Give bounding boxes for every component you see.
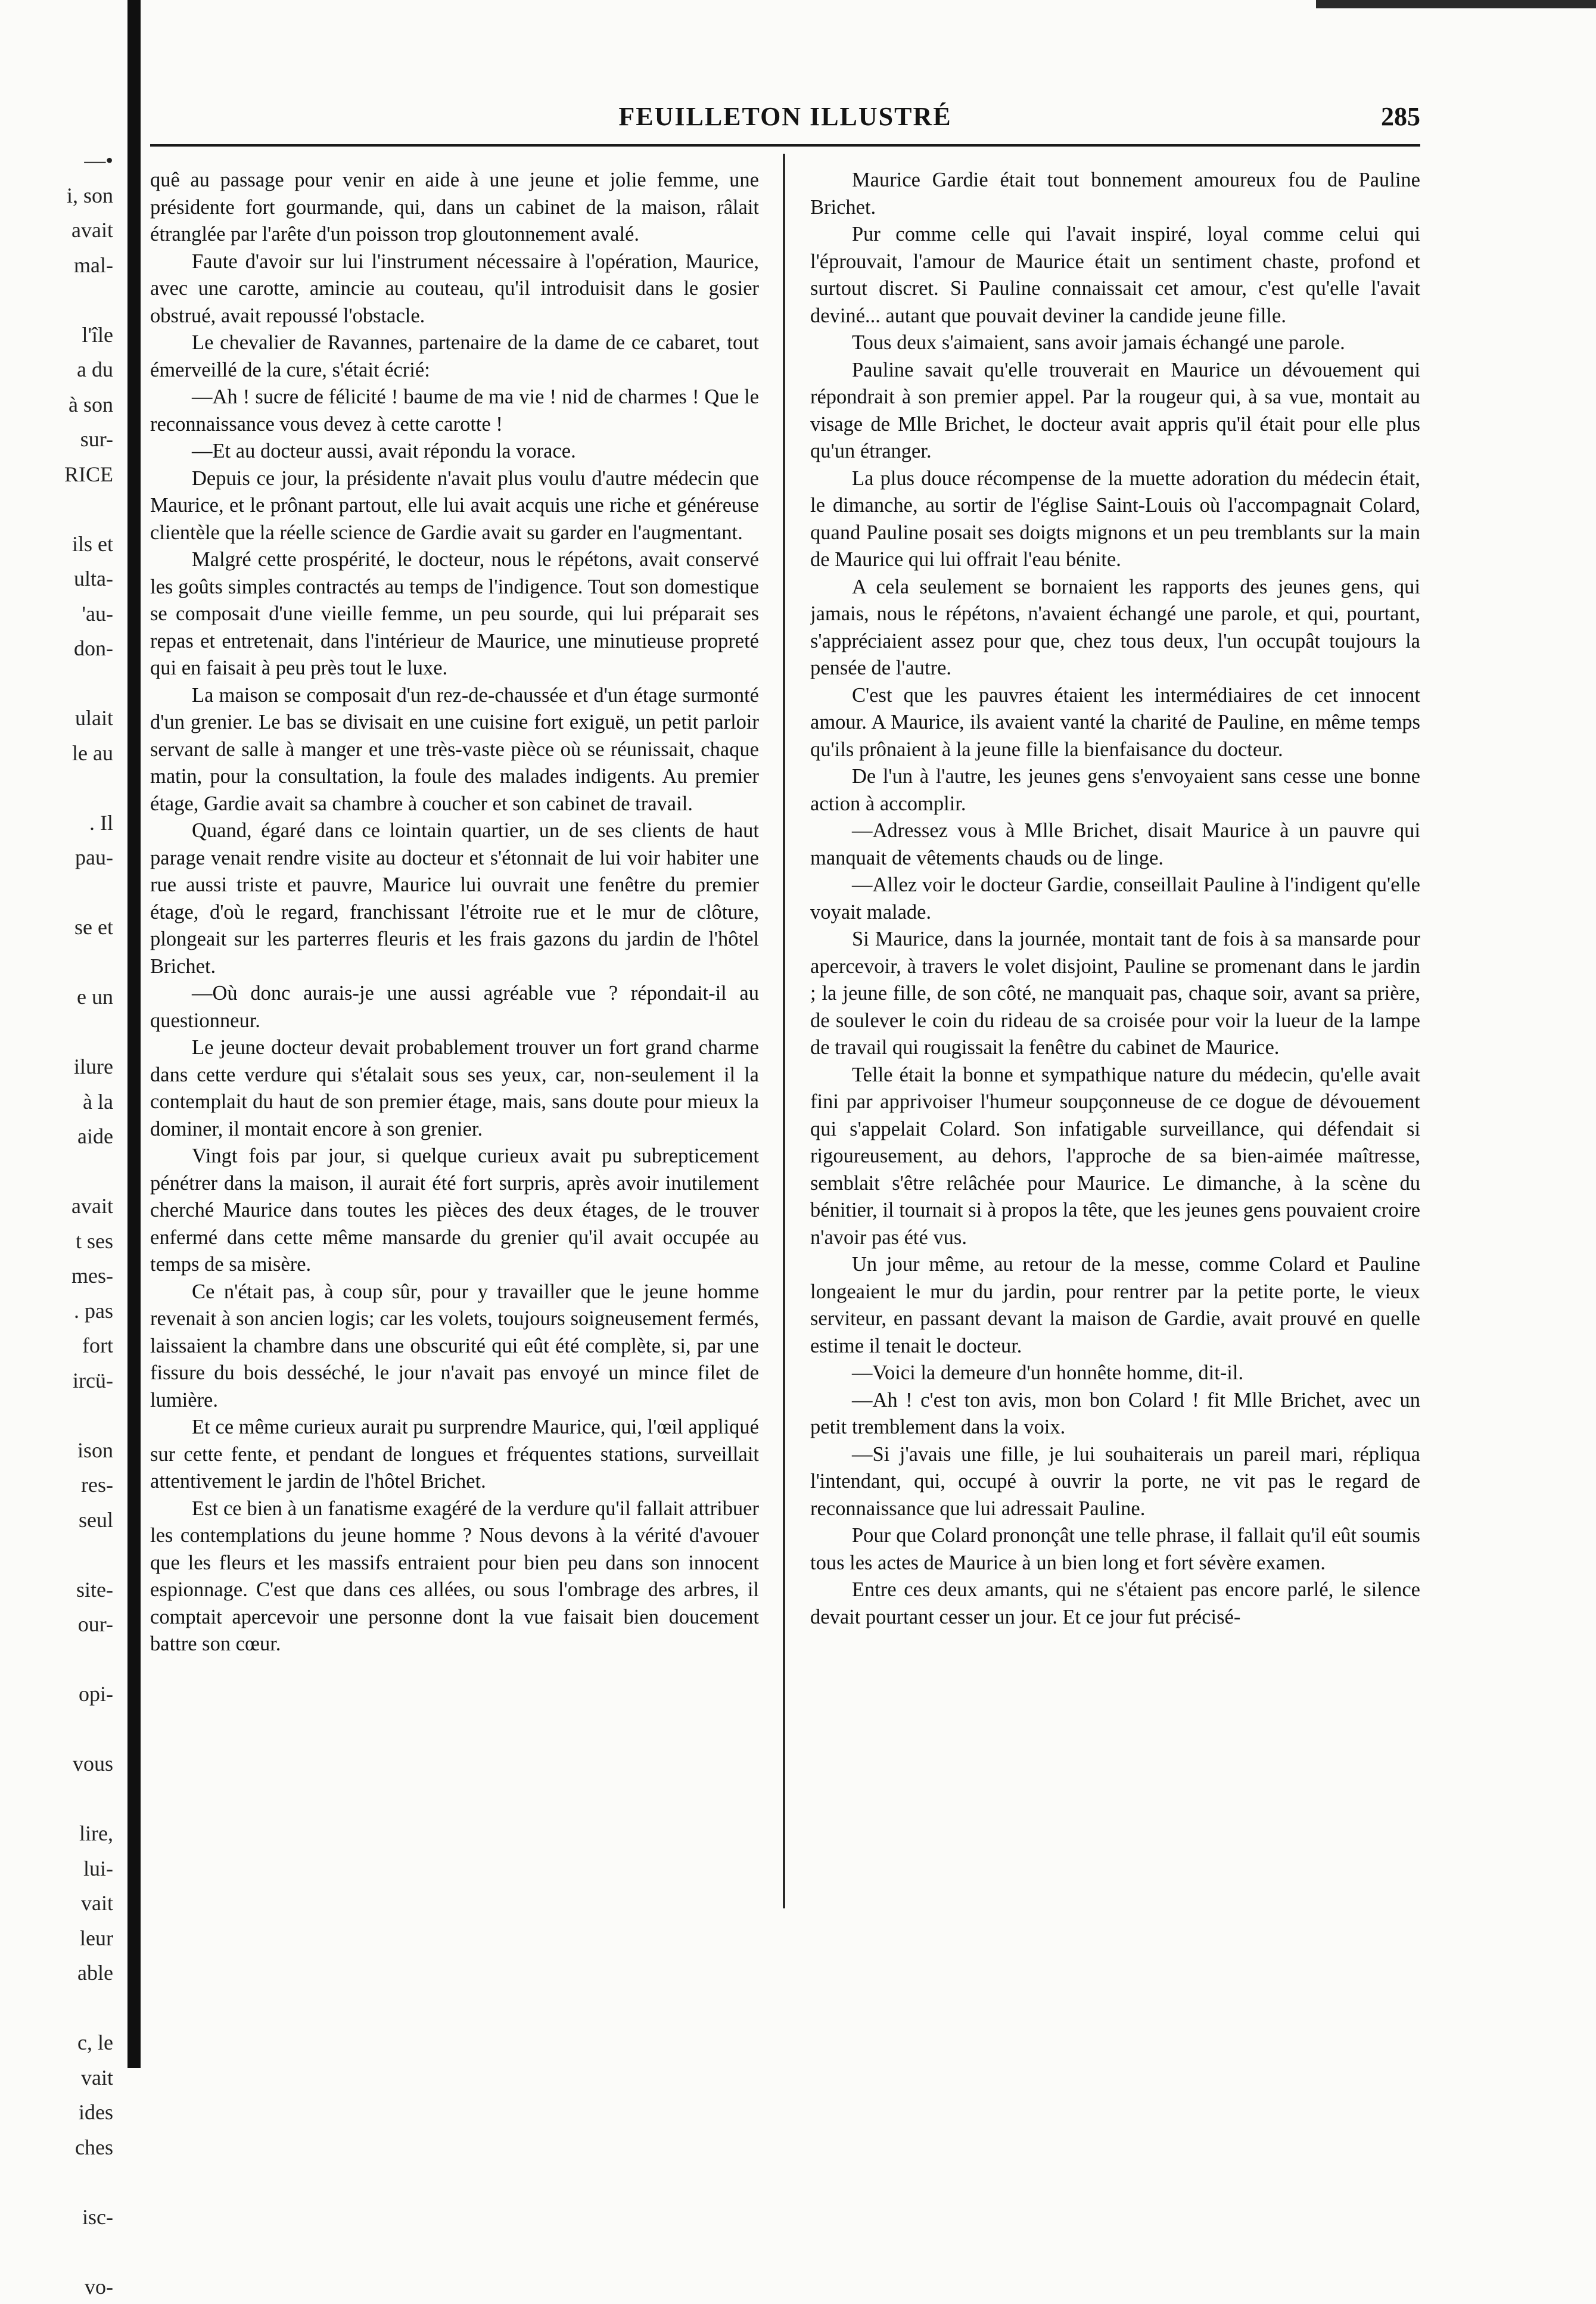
gutter-line: RICE	[0, 457, 113, 492]
gutter-line: vous	[0, 1746, 113, 1781]
paragraph: Telle était la bonne et sympathique nature du médecin, qu'elle avait fini par apprivoiser l'humeur soupçonneuse de ce dogue de dévouement qui s'appelait Colard. Son infatigable surveillance, qui défendait si rigoureusement, au dehors, l'approche de sa bien-aimée maîtresse, semblait s'être relâchée pour Maurice. Le dimanche, à la scène du bénitier, il tournait si à propos la tête, que les jeunes gens pouvaient croire n'avoir pas été vus.	[810, 1062, 1420, 1252]
paragraph: Si Maurice, dans la journée, montait tant de fois à sa mansarde pour apercevoir, à travers le volet disjoint, Pauline se promenant dans le jardin ; la jeune fille, de son côté, ne manquait pas, chaque soir, avant sa prière, de soulever le coin du rideau de sa croisée pour voir la lueur de la lampe de travail qui rougissait la fenêtre du cabinet de Maurice.	[810, 926, 1420, 1062]
gutter-line	[0, 1154, 113, 1189]
header-rule	[150, 144, 1420, 147]
gutter-line: ches	[0, 2130, 113, 2165]
scan-edge-mark	[1316, 0, 1596, 8]
paragraph: Et ce même curieux aurait pu surprendre Maurice, qui, l'œil appliqué sur cette fente, et pendant de longues et fréquentes stations, surveillait attentivement le jardin de l'hôtel Brichet.	[150, 1414, 759, 1495]
gutter-line: a du	[0, 352, 113, 387]
gutter-line: l'île	[0, 318, 113, 353]
paragraph: Quand, égaré dans ce lointain quartier, un de ses clients de haut parage venait rendre visite au docteur et s'étonnait de lui voir habiter une rue aussi triste et pauvre, Maurice lui ouvrait une fenêtre du premier étage, d'où le regard, franchissant l'étroite rue et le mur de clôture, plongeait sur les parterres fleuris et les frais gazons du jardin de l'hôtel Brichet.	[150, 817, 759, 980]
gutter-line: c, le	[0, 2025, 113, 2060]
gutter-line: à la	[0, 1084, 113, 1120]
gutter-line: ilure	[0, 1049, 113, 1084]
paragraph: —Et au docteur aussi, avait répondu la vorace.	[150, 438, 759, 465]
gutter-line: ils et	[0, 527, 113, 562]
gutter-line: site-	[0, 1572, 113, 1607]
paragraph: De l'un à l'autre, les jeunes gens s'envoyaient sans cesse une bonne action à accomplir.	[810, 763, 1420, 817]
gutter-line: mes-	[0, 1258, 113, 1294]
gutter-line: isc-	[0, 2200, 113, 2235]
gutter-line: avait	[0, 213, 113, 248]
left-column	[150, 167, 759, 1930]
gutter-line: leur	[0, 1921, 113, 1956]
gutter-line	[0, 282, 113, 318]
gutter-line: t ses	[0, 1224, 113, 1259]
gutter-line	[0, 2234, 113, 2269]
gutter-line	[0, 1642, 113, 1677]
gutter-line: lire,	[0, 1816, 113, 1851]
gutter-line: . Il	[0, 806, 113, 841]
gutter-line: ides	[0, 2095, 113, 2130]
paragraph: Maurice Gardie était tout bonnement amoureux fou de Pauline Brichet.	[810, 167, 1420, 221]
gutter-line	[0, 492, 113, 527]
gutter-line: vait	[0, 1886, 113, 1921]
gutter-line: 'au-	[0, 596, 113, 632]
gutter-line: fort	[0, 1328, 113, 1363]
gutter-line: able	[0, 1955, 113, 1991]
gutter-line	[0, 666, 113, 701]
gutter-line: seul	[0, 1503, 113, 1538]
paragraph: Vingt fois par jour, si quelque curieux avait pu subrepticement pénétrer dans la maison, il aurait été fort surpris, après avoir inutilement cherché Maurice dans toutes les pièces des deux étages, de le trouver enfermé dans cette même mansarde du grenier qu'il avait occupée au temps de sa misère.	[150, 1143, 759, 1279]
paragraph: —Si j'avais une fille, je lui souhaiterais un pareil mari, répliqua l'intendant, qui, occupé à ouvrir la porte, ne vit pas le regard de reconnaissance que lui adressait Pauline.	[810, 1441, 1420, 1523]
gutter-line: le au	[0, 736, 113, 771]
paragraph: Pur comme celle qui l'avait inspiré, loyal comme celui qui l'éprouvait, l'amour de Maurice était un sentiment chaste, profond et surtout discret. Si Pauline connaissait cet amour, c'est qu'elle l'avait deviné... autant que pouvait deviner la candide jeune fille.	[810, 221, 1420, 329]
gutter-line: ison	[0, 1433, 113, 1468]
right-column	[810, 167, 1420, 1930]
gutter-line	[0, 1537, 113, 1572]
gutter-line: ircü-	[0, 1363, 113, 1398]
paragraph: —Ah ! c'est ton avis, mon bon Colard ! fit Mlle Brichet, avec un petit tremblement dans la voix.	[810, 1387, 1420, 1441]
gutter-line: —•	[0, 143, 113, 178]
paragraph: Entre ces deux amants, qui ne s'étaient pas encore parlé, le silence devait pourtant cesser un jour. Et ce jour fut précisé-	[810, 1577, 1420, 1631]
gutter-line: se et	[0, 910, 113, 945]
page-number: 285	[1381, 101, 1420, 132]
paragraph: Malgré cette prospérité, le docteur, nous le répétons, avait conservé les goûts simples contractés au temps de l'indigence. Tout son domestique se composait d'une vieille femme, un peu sourde, qui lui préparait ses repas et entretenait, dans l'intérieur de Maurice, une minutieuse propreté qui en faisait à peu près tout le luxe.	[150, 546, 759, 682]
gutter-line: res-	[0, 1467, 113, 1503]
gutter-line	[0, 1781, 113, 1817]
paragraph: La maison se composait d'un rez-de-chaussée et d'un étage surmonté d'un grenier. Le bas se divisait en une cuisine fort exiguë, un petit parloir servant de salle à manger et une très-vaste pièce où se réunissait, chaque matin, pour la consultation, la foule des malades indigents. Au premier étage, Gardie avait sa chambre à coucher et son cabinet de travail.	[150, 682, 759, 818]
paragraph: —Ah ! sucre de félicité ! baume de ma vie ! nid de charmes ! Que le reconnaissance vous devez à cette carotte !	[150, 384, 759, 438]
paragraph: C'est que les pauvres étaient les intermédiaires de cet innocent amour. A Maurice, ils avaient vanté la charité de Pauline, en même temps qu'ils prônaient à la jeune fille la bienfaisance du docteur.	[810, 682, 1420, 764]
gutter-line	[0, 875, 113, 910]
gutter-line: lui-	[0, 1851, 113, 1886]
gutter-line	[0, 1712, 113, 1747]
paragraph: Est ce bien à un fanatisme exagéré de la verdure qu'il fallait attribuer les contemplations du jeune homme ? Nous devons à la vérité d'avouer que les fleurs et les massifs entraient pour bien peu dans son innocent espionnage. C'est que dans ces allées, ou sous l'ombrage des arbres, il comptait apercevoir une personne dont la vue faisait bien doucement battre son cœur.	[150, 1495, 759, 1658]
gutter-line: mal-	[0, 248, 113, 283]
gutter-line: ulta-	[0, 561, 113, 596]
gutter-line	[0, 1991, 113, 2026]
gutter-line: sur-	[0, 422, 113, 457]
paragraph: Pauline savait qu'elle trouverait en Maurice un dévouement qui répondrait à son premier appel. Par la rougeur qui, à sa vue, montait au visage de Mlle Brichet, le docteur avait appris qu'il était pour elle plus qu'un étranger.	[810, 357, 1420, 465]
gutter-line: our-	[0, 1607, 113, 1642]
page-header	[150, 101, 1420, 137]
binding-rule	[127, 0, 141, 2068]
paragraph: La plus douce récompense de la muette adoration du médecin était, le dimanche, au sortir de l'église Saint-Louis où l'accompagnait Colard, quand Pauline posait ses doigts mignons et un peu tremblants sur la main de Maurice qui lui offrait l'eau bénite.	[810, 465, 1420, 574]
gutter-line: avait	[0, 1189, 113, 1224]
paragraph: —Voici la demeure d'un honnête homme, dit-il.	[810, 1360, 1420, 1387]
paragraph: Tous deux s'aimaient, sans avoir jamais échangé une parole.	[810, 329, 1420, 357]
gutter-line: vo-	[0, 2269, 113, 2304]
gutter-line: ulait	[0, 701, 113, 736]
gutter-line	[0, 770, 113, 806]
gutter-line	[0, 1015, 113, 1050]
paragraph: quê au passage pour venir en aide à une jeune et jolie femme, une présidente fort gourmande, qui, dans un cabinet de la maison, râlait étranglée par l'arête d'un poisson trop gloutonnement avalé.	[150, 167, 759, 248]
gutter-line: aide	[0, 1119, 113, 1154]
paragraph: —Allez voir le docteur Gardie, conseillait Pauline à l'indigent qu'elle voyait malade.	[810, 872, 1420, 926]
gutter-line: à son	[0, 387, 113, 422]
paragraph: —Où donc aurais-je une aussi agréable vue ? répondait-il au questionneur.	[150, 980, 759, 1034]
adjacent-page-fragment	[0, 143, 113, 2304]
gutter-line: vait	[0, 2060, 113, 2095]
paragraph: Un jour même, au retour de la messe, comme Colard et Pauline longeaient le mur du jardin, pour rentrer par la petite porte, le vieux serviteur, en passant devant la maison de Gardie, avait prouvé en quelle estime il tenait le docteur.	[810, 1251, 1420, 1360]
paragraph: A cela seulement se bornaient les rapports des jeunes gens, qui jamais, nous le répétons, n'avaient échangé une parole, et qui, pourtant, s'appréciaient assez pour que, chez tous deux, l'un occupât toujours la pensée de l'autre.	[810, 574, 1420, 682]
paragraph: Ce n'était pas, à coup sûr, pour y travailler que le jeune homme revenait à son ancien logis; car les volets, toujours soigneusement fermés, laissaient la chambre dans une obscurité qui eût été complète, si, par une fissure du bois desséché, le jour n'avait pas envoyé un mince filet de lumière.	[150, 1279, 759, 1414]
paragraph: Le jeune docteur devait probablement trouver un fort grand charme dans cette verdure qui s'étalait sous ses yeux, car, non-seulement il la contemplait du haut de son premier étage, mais, sans doute pour mieux la dominer, il montait encore à son grenier.	[150, 1034, 759, 1143]
column-rule	[783, 154, 785, 1908]
paragraph: Faute d'avoir sur lui l'instrument nécessaire à l'opération, Maurice, avec une carotte, amincie au couteau, qu'il introduisit dans le gosier obstrué, avait repoussé l'obstacle.	[150, 248, 759, 330]
gutter-line	[0, 2165, 113, 2200]
running-title: FEUILLETON ILLUSTRÉ	[150, 101, 1420, 132]
paragraph: Depuis ce jour, la présidente n'avait plus voulu d'autre médecin que Maurice, et le prônant partout, elle lui avait acquis une riche et généreuse clientèle que la réelle science de Gardie avait su garder en l'augmentant.	[150, 465, 759, 547]
gutter-line: don-	[0, 631, 113, 666]
paragraph: Le chevalier de Ravannes, partenaire de la dame de ce cabaret, tout émerveillé de la cure, s'était écrié:	[150, 329, 759, 384]
gutter-line: . pas	[0, 1294, 113, 1329]
paragraph: Pour que Colard prononçât une telle phrase, il fallait qu'il eût soumis tous les actes de Maurice à un bien long et fort sévère examen.	[810, 1522, 1420, 1577]
gutter-line	[0, 1398, 113, 1433]
gutter-line: pau-	[0, 840, 113, 875]
gutter-line: opi-	[0, 1677, 113, 1712]
gutter-line	[0, 945, 113, 980]
gutter-line: e un	[0, 980, 113, 1015]
paragraph: —Adressez vous à Mlle Brichet, disait Maurice à un pauvre qui manquait de vêtements chauds ou de linge.	[810, 817, 1420, 872]
gutter-line: i, son	[0, 178, 113, 213]
